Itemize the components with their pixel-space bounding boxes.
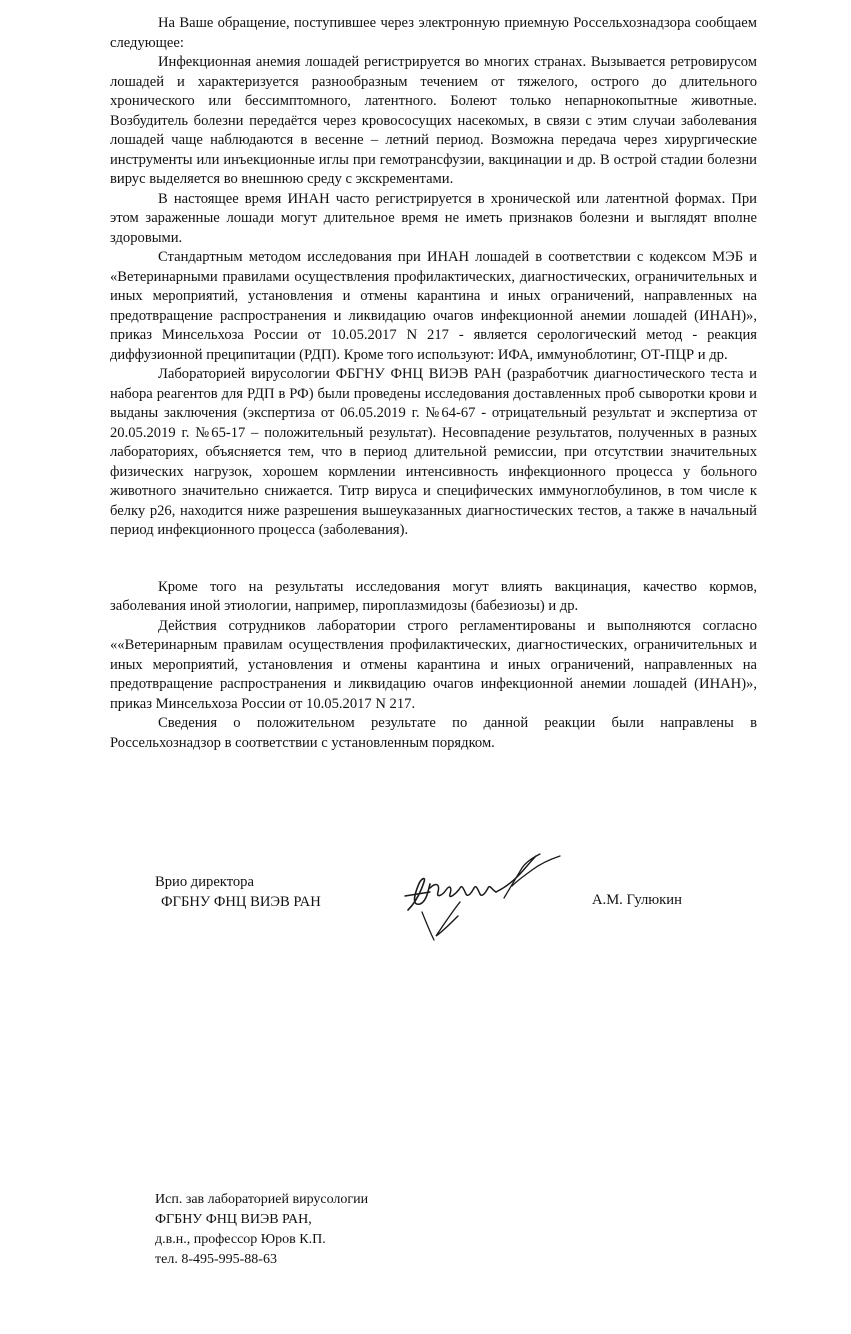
executor-block bbox=[155, 1190, 368, 1270]
paragraph-standard-method: Стандартным методом исследования при ИНАН лошадей в соответствии с кодексом МЭБ и «Ветеринарными правилами осуществления профилактических, диагностических, ограничительных и иных мероприятий, установления и отмены карантина и иных ограничений, направленных на предотвращение распространения и ликвидацию очагов инфекционной анемии лошадей (ИНАН)», приказ Минсельхоза России от 10.05.2017 N 217 - является серологический метод - реакция диффузионной преципитации (РДП). Кроме того используют: ИФА, иммуноблотинг, ОТ-ПЦР и др. bbox=[110, 249, 757, 363]
paragraph-gap bbox=[110, 541, 757, 578]
paragraph-laboratory-results: Лабораторией вирусологии ФБГНУ ФНЦ ВИЭВ РАН (разработчик диагностического теста и набора реагентов для РДП в РФ) были проведены исследования доставленных проб сыворотки крови и выданы заключения (экспертиза от 06.05.2019 г. №64-67 - отрицательный результат и экспертиза от 20.05.2019 г. №65-17 – положительный результат). Несовпадение результатов, полученных в разных лабораториях, объясняется тем, что в период длительной ремиссии, при отсутствии значительных физических нагрузок, хорошем кормлении интенсивность инфекционного процесса у больного животного значительно снижается. Титр вируса и специфических иммуноглобулинов, в том числе к белку p26, находится ниже разрешения вышеуказанных диагностических тестов, а также в начальный период инфекционного процесса (заболевания). bbox=[110, 366, 757, 538]
executor-organization: ФГБНУ ФНЦ ВИЭВ РАН, bbox=[155, 1212, 312, 1227]
signatory-position bbox=[155, 873, 321, 912]
handwritten-signature bbox=[400, 852, 568, 944]
paragraph-intro: На Ваше обращение, поступившее через электронную приемную Россельхознадзора сообщаем следующее: bbox=[110, 15, 757, 51]
signatory-name: А.М. Гулюкин bbox=[592, 892, 682, 908]
paragraph-influencing-factors: Кроме того на результаты исследования могут влиять вакцинация, качество кормов, заболевания иной этиологии, например, пироплазмидозы (бабезиозы) и др. bbox=[110, 578, 757, 614]
signatory-position-line1: Врио директора bbox=[155, 874, 254, 890]
paragraph-notification: Сведения о положительном результате по данной реакции были направлены в Россельхознадзор в соответствии с установленным порядком. bbox=[110, 715, 757, 751]
paragraph-disease-description: Инфекционная анемия лошадей регистрируется во многих странах. Вызывается ретровирусом лошадей и характеризуется разнообразным течением от тяжелого, острого до длительного хронического или бессимптомного, латентного. Болеют только непарнокопытные животные. Возбудитель болезни передаётся через кровососущих насекомых, в связи с этим случаи заболевания лошадей чаще наблюдаются в весенне – летний период. Возможна передача через хирургические инструменты или инъекционные иглы при гемотрансфузии, вакцинации и др. В острой стадии болезни вирус выделяется во внешнюю среду с экскрементами. bbox=[110, 54, 757, 187]
paragraph-chronic-forms: В настоящее время ИНАН часто регистрируется в хронической или латентной формах. При этом зараженные лошади могут длительное время не иметь признаков болезни и выглядят вполне здоровыми. bbox=[110, 190, 757, 246]
executor-phone: тел. 8-495-995-88-63 bbox=[155, 1252, 277, 1267]
letter-body bbox=[110, 14, 757, 753]
executor-title: Исп. зав лабораторией вирусологии bbox=[155, 1192, 369, 1207]
executor-name: д.в.н., профессор Юров К.П. bbox=[155, 1232, 326, 1247]
signatory-position-line2: ФГБНУ ФНЦ ВИЭВ РАН bbox=[161, 893, 321, 910]
paragraph-regulations: Действия сотрудников лаборатории строго регламентированы и выполняются согласно ««Ветеринарным правилам осуществления профилактических, диагностических, ограничительных и иных мероприятий, установления и отмены карантина и иных ограничений, направленных на предотвращение распространения и ликвидацию очагов инфекционной анемии лошадей (ИНАН)», приказ Минсельхоза России от 10.05.2017 N 217. bbox=[110, 617, 757, 712]
